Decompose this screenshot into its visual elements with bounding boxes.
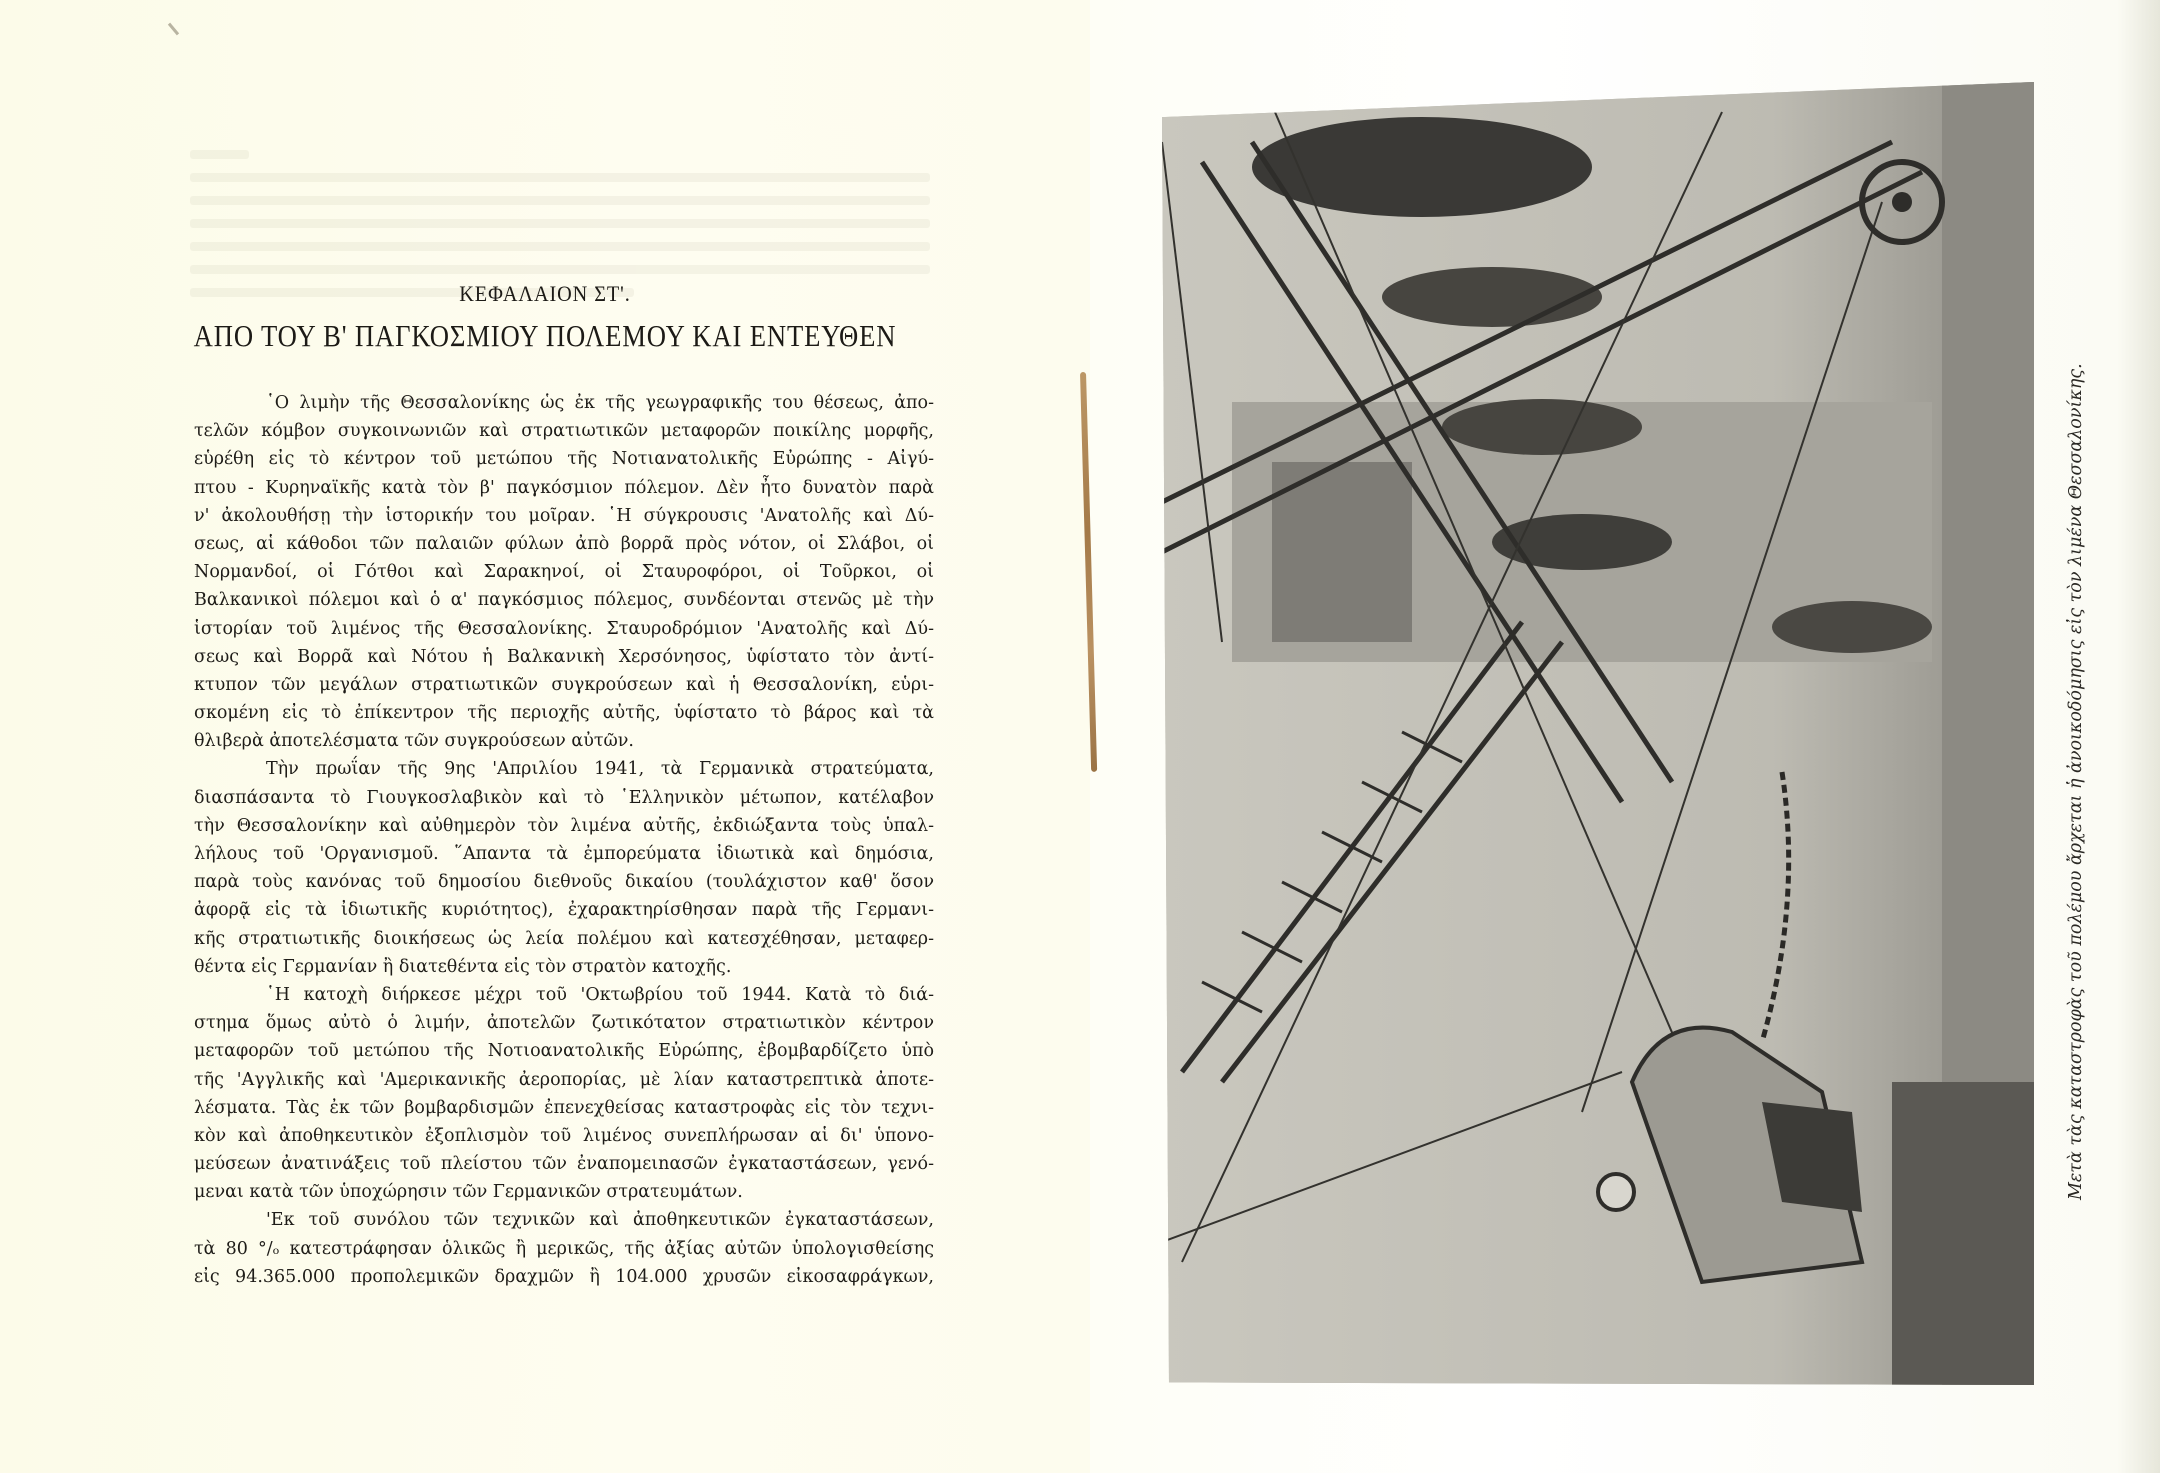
paper-speck [168, 23, 179, 36]
text-line: κὸν καὶ ἀποθηκευτικὸν ἐξοπλισμὸν τοῦ λιμένος συνεπλήρωσαν αἱ δι' ὑπονο- [194, 1125, 934, 1146]
chapter-title: ΑΠΟ ΤΟΥ Β' ΠΑΓΚΟΣΜΙΟΥ ΠΟΛΕΜΟΥ ΚΑΙ ΕΝΤΕΥΘΕΝ [193, 318, 897, 353]
text-line: κῆς στρατιωτικῆς διοικήσεως ὡς λεία πολέμου καὶ κατεσχέθησαν, μεταφερ- [194, 928, 934, 949]
cargo-pile [1892, 1082, 2034, 1385]
text-line: ἱστορίαν τοῦ λιμένος τῆς Θεσσαλονίκης. Σταυροδρόμιον 'Ανατολῆς καὶ Δύ- [194, 618, 934, 639]
pulley-hub [1892, 192, 1912, 212]
text-line: ν' ἀκολουθήσῃ τὴν ἱστορικήν του μοῖραν. ῾Η σύγκρουσις 'Ανατολῆς καὶ Δύ- [194, 505, 934, 526]
dark-hull-shape [1772, 601, 1932, 653]
text-line: θέντα εἰς Γερμανίαν ἢ διατεθέντα εἰς τὸν στρατὸν κατοχῆς. [194, 956, 732, 977]
text-line: πτου - Κυρηναϊκῆς κατὰ τὸν β' παγκόσμιον πόλεμον. Δὲν ἦτο δυνατὸν παρὰ [194, 477, 934, 498]
text-line: τὴν Θεσσαλονίκην καὶ αὐθημερὸν τὸν λιμένα αὐτῆς, ἐκδιώξαντα τοὺς ὑπαλ- [194, 815, 934, 836]
text-line: θλιβερὰ ἀποτελέσματα τῶν συγκρούσεων αὐτῶν. [194, 731, 634, 752]
photo-illustration [1162, 82, 2034, 1385]
text-line: στημα ὅμως αὐτὸ ὁ λιμήν, ἀποτελῶν ζωτικότατον στρατιωτικὸν κέντρον [194, 1013, 934, 1034]
text-line: σκομένη εἰς τὸ ἐπίκεντρον τῆς περιοχῆς αὐτῆς, ὑφίστατο τὸ βάρος καὶ τὰ [194, 703, 934, 724]
text-line: λήλους τοῦ 'Οργανισμοῦ. ῞Απαντα τὰ ἐμπορεύματα ἰδιωτικὰ καὶ δημόσια, [194, 844, 934, 864]
text-line: λέσματα. Τὰς ἐκ τῶν βομβαρδισμῶν ἐπενεχθείσας καταστροφὰς εἰς τὸν τεχνι- [194, 1097, 934, 1118]
text-line: Τὴν πρωΐαν τῆς 9ης 'Απριλίου 1941, τὰ Γερμανικὰ στρατεύματα, [266, 759, 934, 780]
dark-hull-shape [1382, 267, 1602, 327]
text-line: 'Εκ τοῦ συνόλου τῶν τεχνικῶν καὶ ἀποθηκευτικῶν ἐγκαταστάσεων, [266, 1210, 934, 1231]
text-line: ἀφορᾷ εἰς τὰ ἰδιωτικῆς κυριότητος), ἐχαρακτηρίσθησαν παρὰ τῆς Γερμανι- [194, 900, 934, 921]
text-line: διασπάσαντα τὸ Γιουγκοσλαβικὸν καὶ τὸ ῾Ελληνικὸν μέτωπον, κατέλαβον [194, 787, 934, 808]
text-line: ῾Η κατοχὴ διήρκεσε μέχρι τοῦ 'Οκτωβρίου τοῦ 1944. Κατὰ τὸ διά- [266, 984, 934, 1005]
text-line: ῾Ο λιμὴν τῆς Θεσσαλονίκης ὡς ἐκ τῆς γεωγραφικῆς του θέσεως, ἀπο- [266, 393, 934, 413]
text-line: μεύσεων ἀνατινάξεις τοῦ πλείστου τῶν ἐναπομειnασῶν ἐγκαταστάσεων, γενό- [194, 1154, 934, 1175]
dark-hull-shape [1252, 117, 1592, 217]
text-line: εὑρέθη εἰς τὸ κέντρον τοῦ μετώπου τῆς Νοτιανατολικῆς Εὐρώπης - Αἰγύ- [194, 449, 934, 470]
text-line: τῆς 'Αγγλικῆς καὶ 'Αμερικανικῆς ἀεροπορίας, μὲ λίαν καταστρεπτικὰ ἀποτε- [194, 1069, 934, 1090]
text-line: Νορμανδοί, οἱ Γότθοι καὶ Σαρακηνοί, οἱ Σταυροφόροι, οἱ Τοῦρκοι, οἱ [194, 562, 934, 583]
text-line: μεναι κατὰ τῶν ὑποχώρησιν τῶν Γερμανικῶν στρατευμάτων. [194, 1182, 743, 1203]
sheave-block [1598, 1174, 1634, 1210]
text-line: τελῶν κόμβον συγκοινωνιῶν καὶ στρατιωτικῶν μεταφορῶν ποικίλης μορφῆς, [194, 421, 934, 442]
text-line: εἰς 94.365.000 προπολεμικῶν δραχμῶν ἢ 104.000 χρυσῶν εἰκοσαφράγκων, [194, 1266, 934, 1287]
text-line: παρὰ τοὺς κανόνας τοῦ δημοσίου διεθνοῦς δικαίου (τουλάχιστον καθ' ὅσον [194, 872, 934, 893]
text-line: Βαλκανικοὶ πόλεμοι καὶ ὁ α' παγκόσμιος πόλεμος, συνδέονται στενῶς μὲ τὴν [194, 590, 934, 611]
text-line: σεως, αἱ κάθοδοι τῶν παλαιῶν φύλων ἀπὸ βορρᾶ πρὸς νότον, οἱ Σλάβοι, οἱ [194, 533, 934, 554]
text-line: τὰ 80 °/ₒ κατεστράφησαν ὁλικῶς ἢ μερικῶς, τῆς ἀξίας αὐτῶν ὑπολογισθείσης [194, 1238, 934, 1259]
text-line: μεταφορῶν τοῦ μετώπου τῆς Νοτιοανατολικῆς Εὐρώπης, ἐβομβαρδίζετο ὑπὸ [194, 1041, 934, 1062]
text-line: κτυπον τῶν μεγάλων στρατιωτικῶν συγκρούσεων καὶ ἡ Θεσσαλονίκη, εὑρι- [194, 674, 934, 695]
photo-caption: Μετὰ τὰς καταστροφὰς τοῦ πολέμου ἄρχεται ἡ ἀνοικοδόμησις εἰς τὸν λιμένα Θεσσαλονίκης. [2066, 363, 2086, 1200]
harbor-crane-photo [1162, 82, 2034, 1385]
text-line: σεως καὶ Βορρᾶ καὶ Νότου ἡ Βαλκανικὴ Χερσόνησος, ὑφίστατο τὸν ἀντί- [194, 646, 934, 667]
dark-hull-shape [1442, 399, 1642, 455]
body-text [194, 389, 934, 1291]
bleed-through-texture [190, 150, 930, 410]
chapter-label: ΚΕΦΑΛΑΙΟΝ ΣΤ'. [459, 281, 631, 306]
